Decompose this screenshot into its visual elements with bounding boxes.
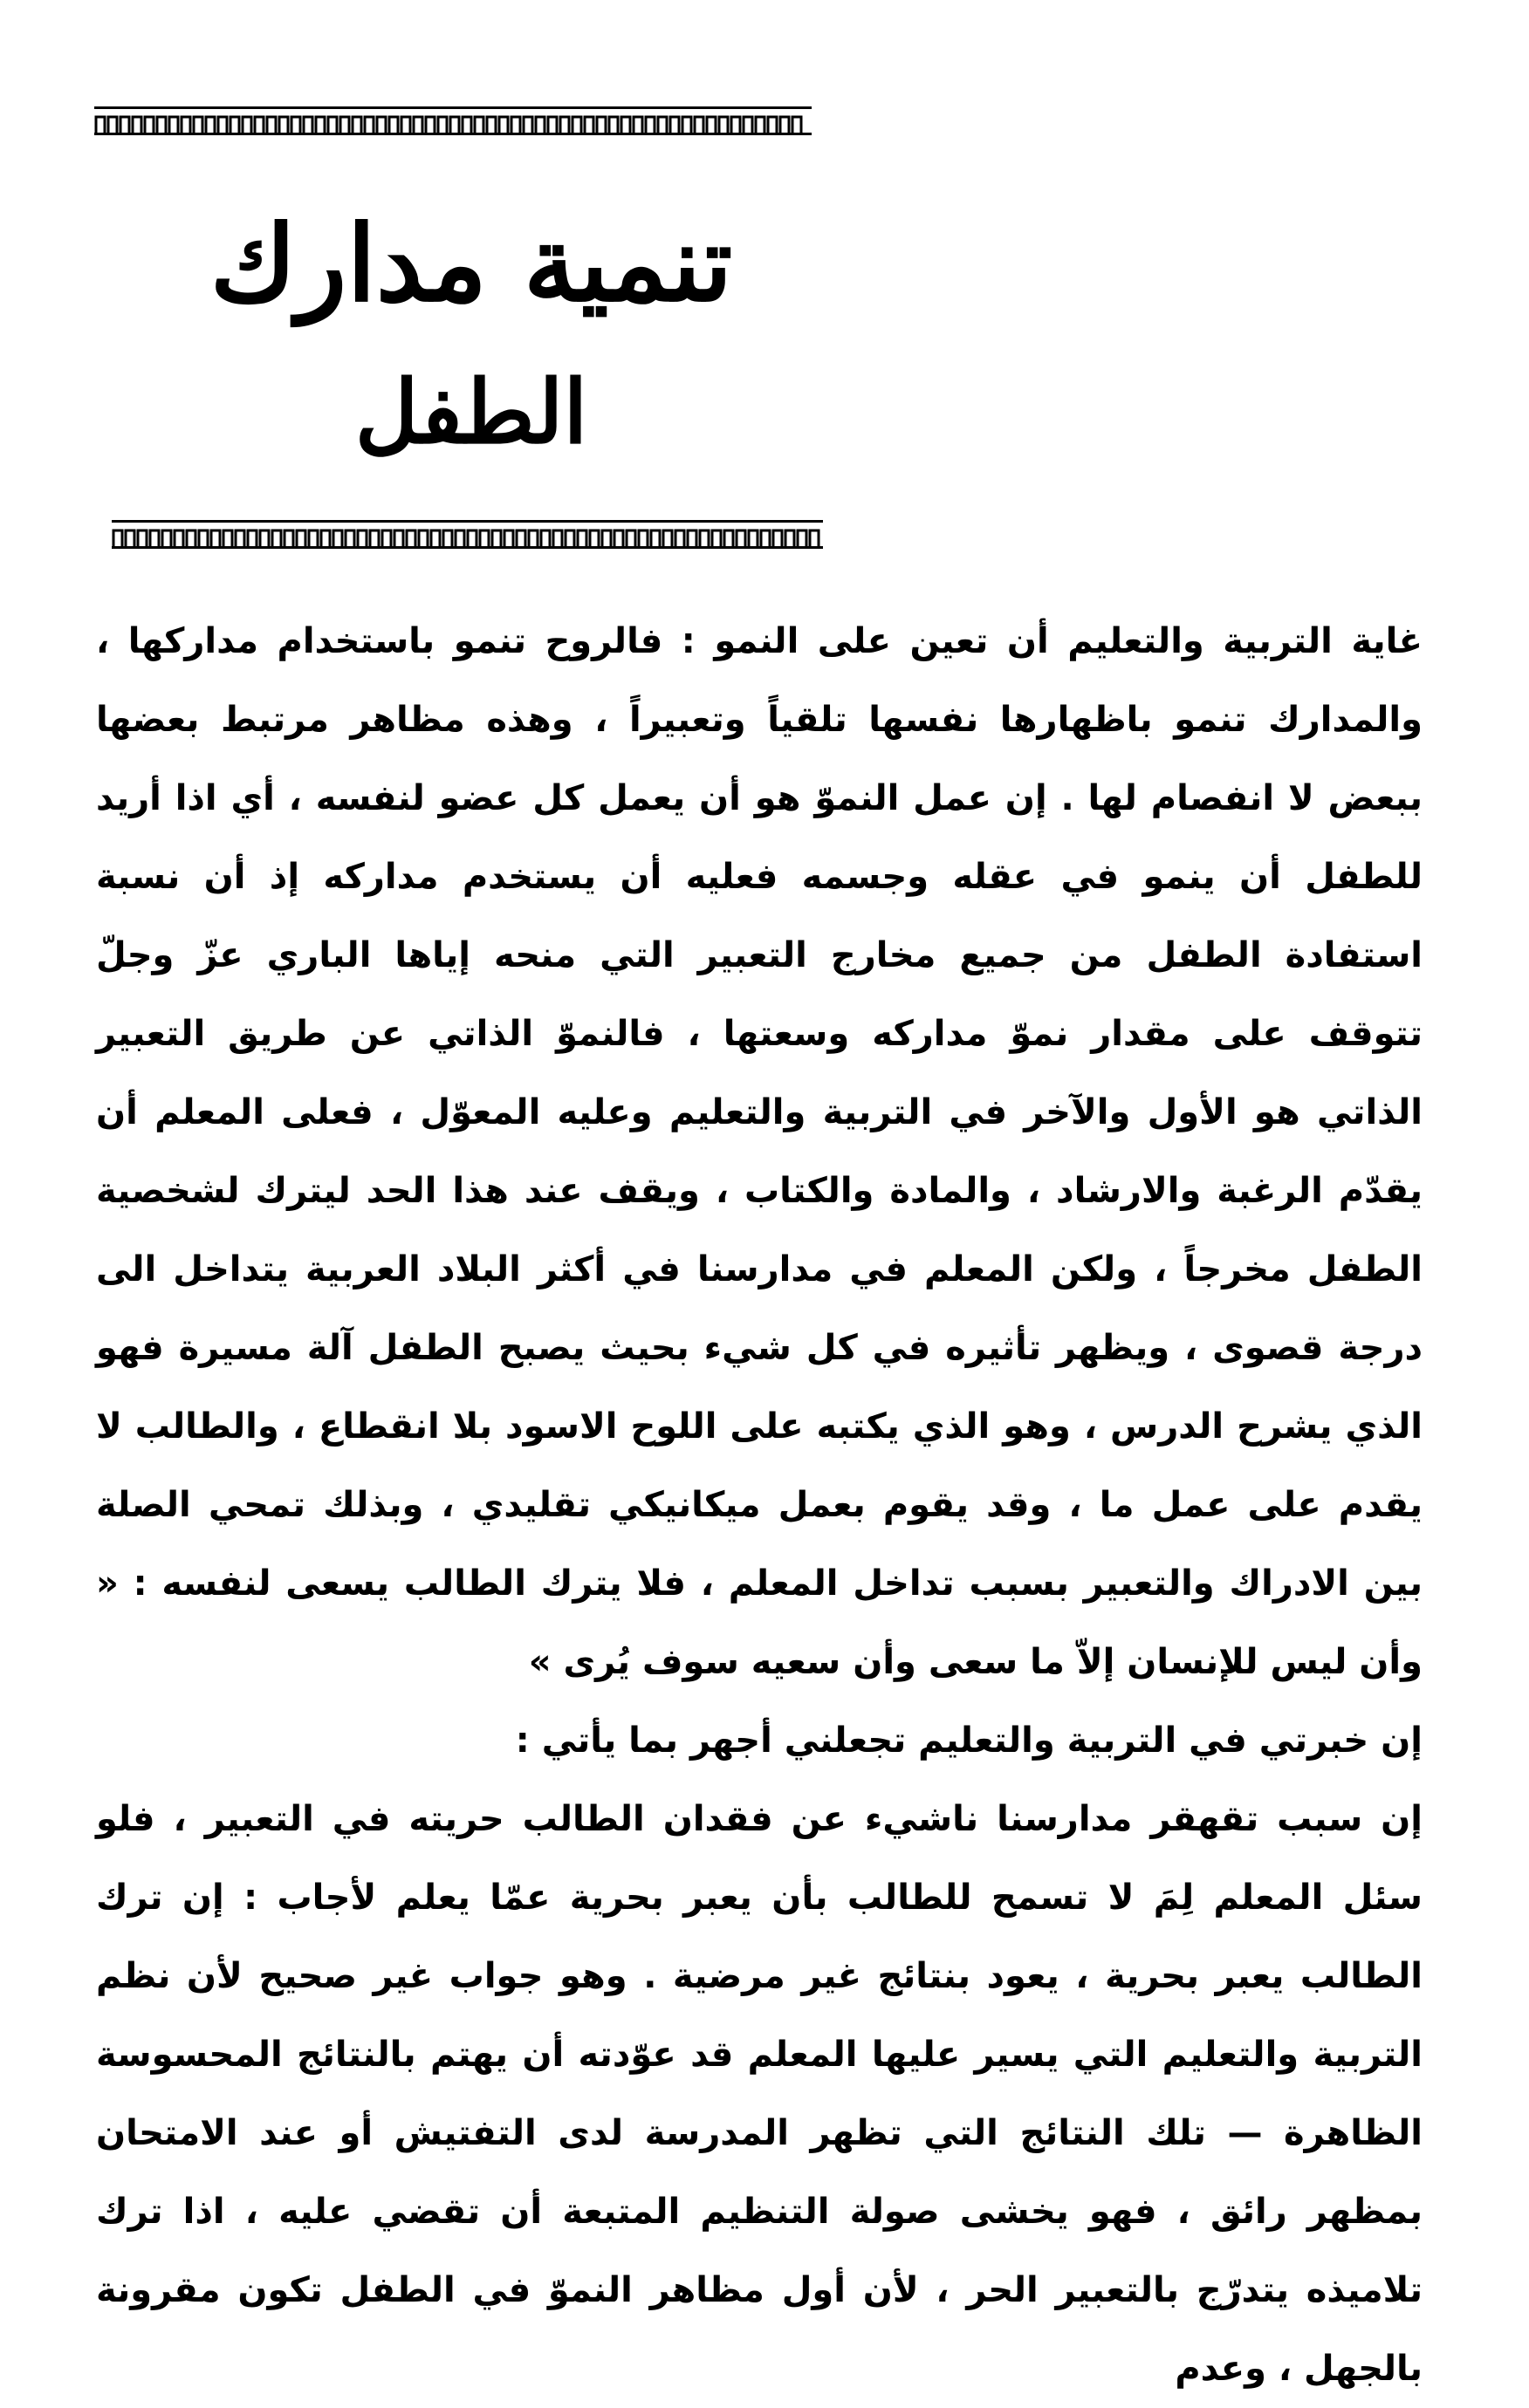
top-ornament-border <box>94 106 812 136</box>
chapter-title: تنمية مدارك <box>209 202 733 325</box>
greek-key-border-icon <box>112 520 823 550</box>
paragraph: غاية التربية والتعليم أن تعين على النمو : فالروح تنمو باستخدام مداركها ، والمدارك تنمو باظهارها نفسها تلقياً وتعبيراً ، وهذه مظاهر مرتبط بعضها ببعض لا انفصام لها . إن عمل النموّ هو أن يعمل كل عضو لنفسه ، أي اذا أريد للطفل أن ينمو في عقله وجسمه فعليه أن يستخدم مداركه إذ أن نسبة استفادة الطفل من جميع مخارج التعبير التي منحه إياها الباري عزّ وجلّ تتوقف على مقدار نموّ مداركه وسعتها ، فالنموّ الذاتي عن طريق التعبير الذاتي هو الأول والآخر في التربية والتعليم وعليه المعوّل ، فعلى المعلم أن يقدّم الرغبة والارشاد ، والمادة والكتاب ، ويقف عند هذا الحد ليترك لشخصية الطفل مخرجاً ، ولكن المعلم في مدارسنا في أكثر البلاد العربية يتداخل الى درجة قصوى ، ويظهر تأثيره في كل شيء بحيث يصبح الطفل آلة مسيرة فهو الذي يشرح الدرس ، وهو الذي يكتبه على اللوح الاسود بلا انقطاع ، والطالب لا يقدم على عمل ما ، وقد يقوم بعمل ميكانيكي تقليدي ، وبذلك تمحي الصلة بين الادراك والتعبير بسبب تداخل المعلم ، فلا يترك الطالب يسعى لنفسه : « وأن ليس للإنسان إلاّ ما سعى وأن سعيه سوف يُرى » <box>96 621 1423 1682</box>
paragraph: إن خبرتي في التربية والتعليم تجعلني أجهر بما يأتي : <box>515 1720 1423 1761</box>
chapter-subtitle: الطفل <box>354 360 588 463</box>
bottom-ornament-border <box>112 520 823 550</box>
greek-key-border-icon <box>94 106 812 136</box>
paragraph: إن سبب تقهقر مدارسنا ناشيء عن فقدان الطالب حريته في التعبير ، فلو سئل المعلم لِمَ لا تسمح للطالب بأن يعبر بحرية عمّا يعلم لأجاب : إن ترك الطالب يعبر بحرية ، يعود بنتائج غير مرضية . وهو جواب غير صحيح لأن نظم التربية والتعليم التي يسير عليها المعلم قد عوّدته أن يهتم بالنتائج المحسوسة الظاهرة — تلك النتائج التي تظهر المدرسة لدى التفتيش أو عند الامتحان بمظهر رائق ، فهو يخشى صولة التنظيم المتبعة أن تقضي عليه ، اذا ترك تلاميذه يتدرّج بالتعبير الحر ، لأن أول مظاهر النموّ في الطفل تكون مقرونة بالجهل ، وعدم <box>96 1799 1423 2389</box>
body-text <box>96 602 1423 2408</box>
